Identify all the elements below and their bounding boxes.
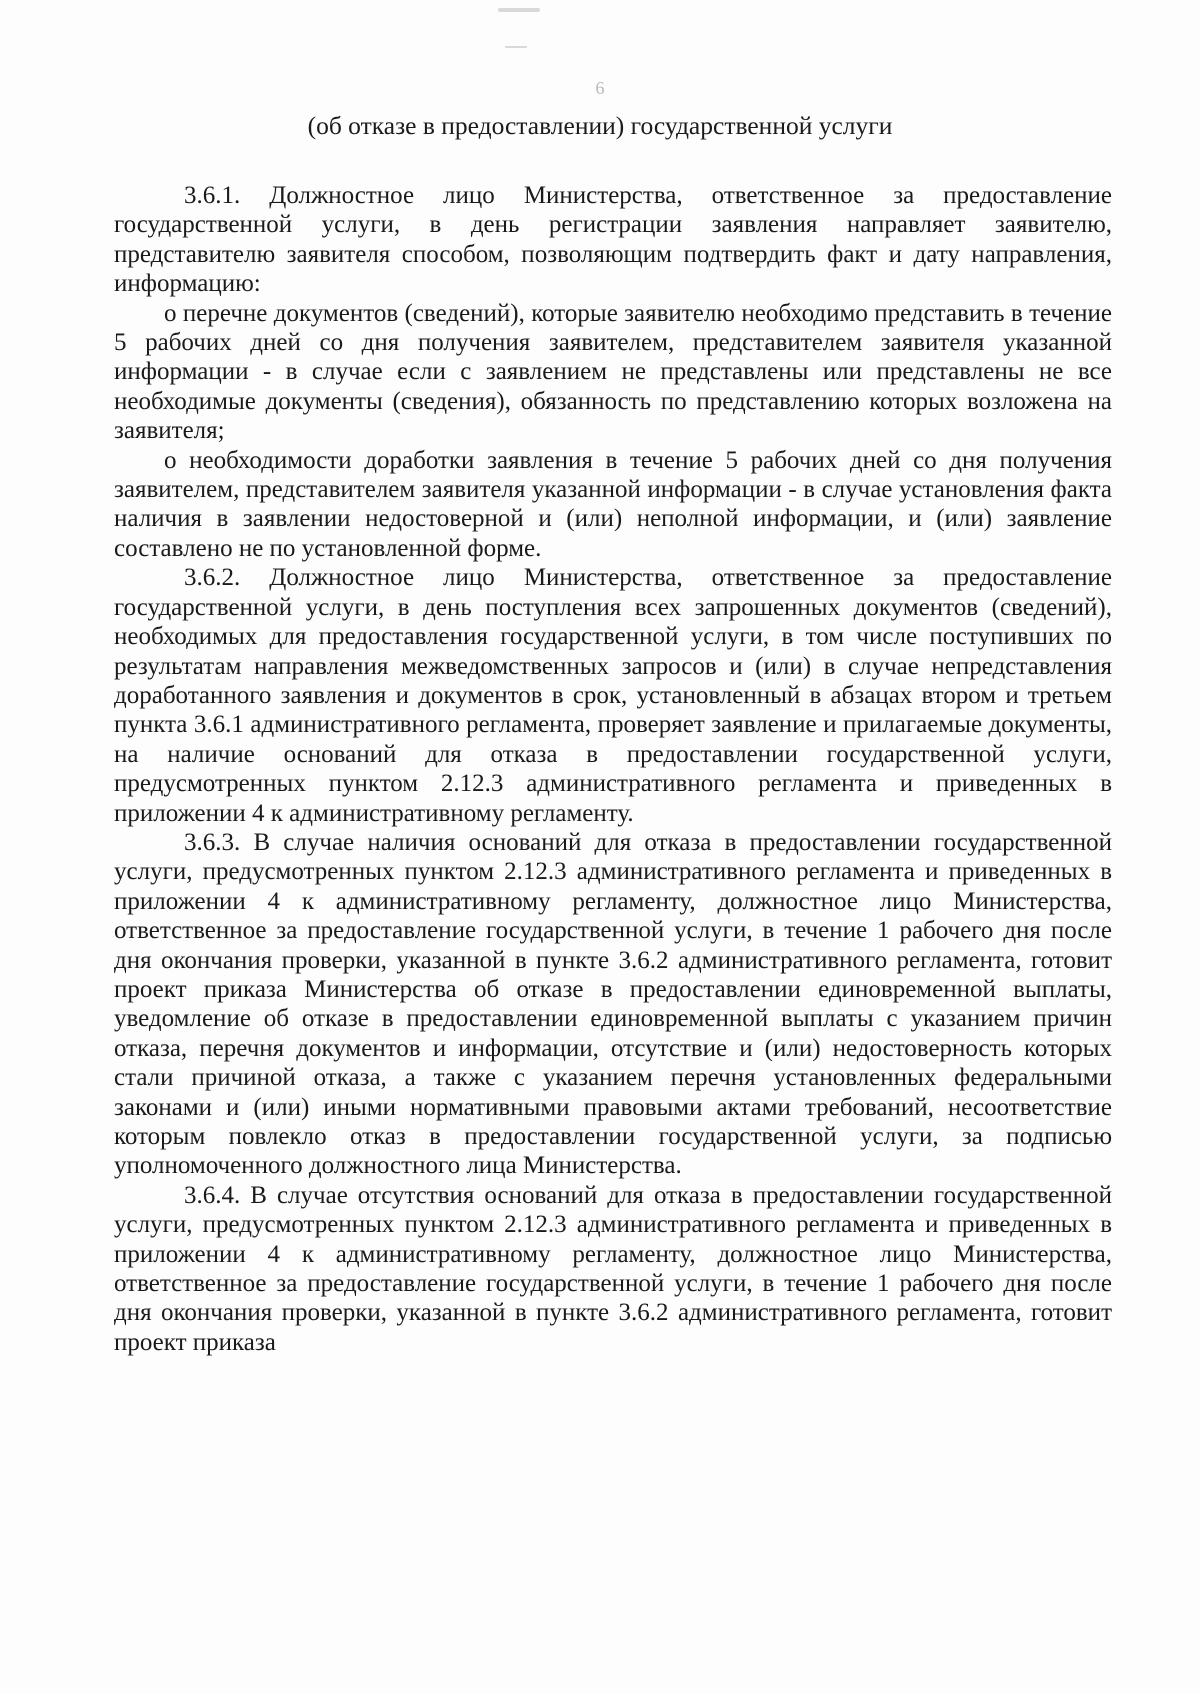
section-heading: (об отказе в предоставлении) государственной услуги (307, 111, 893, 140)
clause-3-6-4: 3.6.4. В случае отсутствия оснований для отказа в предоставлении государственной услуги, предусмотренных пунктом 2.12.3 административного регламента и приведенных в приложении 4 к административному регламенту, должностное лицо Министерства, ответственное за предоставление государственной услуги, в течение 1 рабочего дня после дня окончания проверки, указанной в пункте 3.6.2 административного регламента, готовит проект приказа (114, 1181, 1112, 1356)
list-item: о перечне документов (сведений), которые заявителю необходимо представить в течение 5 рабочих дней со дня получения заявителем, представителем заявителя указанной информации - в случае если с заявлением не представлены или представлены не все необходимые документы (сведения), обязанность по представлению которых возложена на заявителя; (114, 299, 1112, 445)
scan-artifact (498, 8, 540, 12)
clause-3-6-2: 3.6.2. Должностное лицо Министерства, ответственное за предоставление государственной услуги, в день поступления всех запрошенных документов (сведений), необходимых для предоставления государственной услуги, в том числе поступивших по результатам направления межведомственных запросов и (или) в случае непредставления доработанного заявления и документов в срок, установленный в абзацах втором и третьем пункта 3.6.1 административного регламента, проверяет заявление и прилагаемые документы, на наличие оснований для отказа в предоставлении государственной услуги, предусмотренных пунктом 2.12.3 административного регламента и приведенных в приложении 4 к административному регламенту. (114, 564, 1112, 827)
clause-3-6-1: 3.6.1. Должностное лицо Министерства, ответственное за предоставление государственной услуги, в день регистрации заявления направляет заявителю, представителю заявителя способом, позволяющим подтвердить факт и дату направления, информацию: (114, 182, 1112, 298)
scan-artifact (505, 46, 527, 48)
clause-3-6-3: 3.6.3. В случае наличия оснований для отказа в предоставлении государственной услуги, предусмотренных пунктом 2.12.3 административного регламента и приведенных в приложении 4 к административному регламенту, должностное лицо Министерства, ответственное за предоставление государственной услуги, в течение 1 рабочего дня после дня окончания проверки, указанной в пункте 3.6.2 административного регламента, готовит проект приказа Министерства об отказе в предоставлении единовременной выплаты, уведомление об отказе в предоставлении единовременной выплаты с указанием причин отказа, перечня документов и информации, отсутствие и (или) недостоверность которых стали причиной отказа, а также с указанием перечня установленных федеральными законами и (или) иными нормативными правовыми актами требований, несоответствие которым повлекло отказ в предоставлении государственной услуги, за подписью уполномоченного должностного лица Министерства. (114, 828, 1112, 1180)
document-body (114, 181, 1112, 1357)
list-item: о необходимости доработки заявления в течение 5 рабочих дней со дня получения заявителем, представителем заявителя указанной информации - в случае установления факта наличия в заявлении недостоверной и (или) неполной информации, и (или) заявление составлено не по установленной форме. (114, 446, 1112, 562)
page-number: 6 (595, 78, 605, 98)
